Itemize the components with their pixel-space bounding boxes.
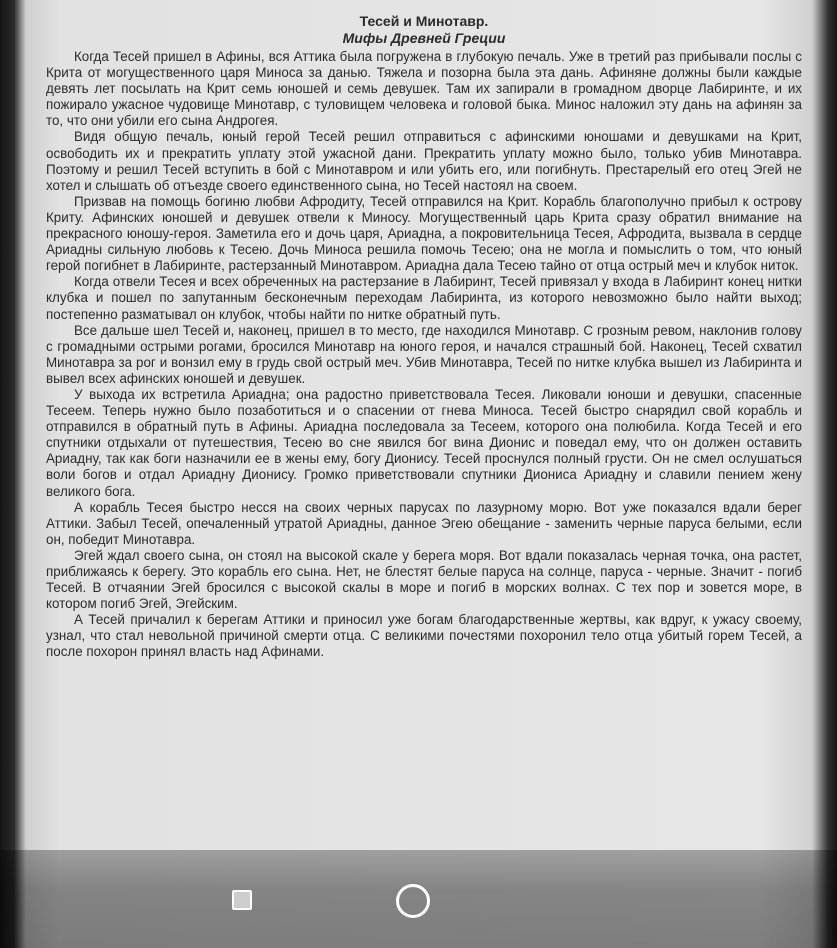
paragraph-9: А Тесей причалил к берегам Аттики и приносил уже богам благодарственные жертвы, как вдруг, к ужасу своему, узнал, что стал невольной причиной смерти отца. С великими почестями похоронил тело отца убитый горем Тесей, а после похорон принял власть над Афинами.: [46, 612, 802, 660]
paragraph-1: Когда Тесей пришел в Афины, вся Аттика была погружена в глубокую печаль. Уже в третий раз прибывали послы с Крита от могущественного царя Миноса за данью. Тяжела и позорна была эта дань. Афиняне должны были каждые девять лет посылать на Крит семь юношей и семь девушек. Там их запирали в громадном дворце Лабиринте, и их пожирало ужасное чудовище Минотавр, с туловищем человека и головой быка. Минос наложил эту дань на афинян за то, что они убили его сына Андрогея.: [46, 49, 802, 129]
document-page: [14, 0, 820, 948]
paragraph-5: Все дальше шел Тесей и, наконец, пришел в то место, где находился Минотавр. С грозным ревом, наклонив голову с громадными острыми рогами, бросился Минотавр на юного героя, и начался страшный бой. Наконец, Тесей схватил Минотавра за рог и вонзил ему в грудь свой острый меч. Убив Минотавра, Тесей по нитке клубка вышел из Лабиринта и вывел всех афинских юношей и девушек.: [46, 322, 802, 386]
circle-home-icon[interactable]: [396, 884, 430, 918]
paragraph-3: Призвав на помощь богиню любви Афродиту, Тесей отправился на Крит. Корабль благополучно прибыл к острову Криту. Афинских юношей и девушек отвели к Миносу. Могущественный царь Крита сразу обратил внимание на прекрасного юношу-героя. Заметила его и дочь царя, Ариадна, а покровительница Тесея, Афродита, вызвала в сердце Ариадны сильную любовь к Тесею. Дочь Миноса решила помочь Тесею; она не могла и помыслить о том, что юный герой погибнет в Лабиринте, растерзанный Минотавром. Ариадна дала Тесею тайно от отца острый меч и клубок ниток.: [46, 193, 802, 274]
square-recents-icon[interactable]: [232, 890, 252, 910]
paragraph-2: Видя общую печаль, юный герой Тесей решил отправиться с афинскими юношами и девушками на Крит, освободить их и прекратить уплату этой ужасной дани. Прекратить уплату можно было, только убив Минотавра. Поэтому и решил Тесей вступить в бой с Минотавром и или убить его, или погибнуть. Престарелый его отец Эгей не хотел и слышать об отъезде своего единственного сына, но Тесей настоял на своем.: [46, 129, 802, 193]
document-subtitle: Мифы Древней Греции: [342, 30, 506, 46]
document-title: Тесей и Минотавр.: [359, 13, 489, 29]
paragraph-4: Когда отвели Тесея и всех обреченных на растерзание в Лабиринт, Тесей привязал у входа в Лабиринт конец нитки клубка и пошел по запутанным бесконечным переходам Лабиринта, из которого невозможно было найти выход; постепенно разматывал он клубок, чтобы найти по нитке обратный путь.: [46, 274, 802, 322]
paragraph-8: Эгей ждал своего сына, он стоял на высокой скале у берега моря. Вот вдали показалась черная точка, она растет, приближаясь к берегу. Это корабль его сына. Нет, не блестят белые паруса на солнце, паруса - черные. Значит - погиб Тесей. В отчаянии Эгей бросился с высокой скалы в море и погиб в морских волнах. С тех пор и зовется море, в котором погиб Эгей, Эгейским.: [46, 547, 802, 612]
paragraph-7: А корабль Тесея быстро несся на своих черных парусах по лазурному морю. Вот уже показался вдали берег Аттики. Забыл Тесей, опечаленный утратой Ариадны, данное Эгею обещание - заменить черные паруса белыми, если он, победит Минотавра.: [46, 499, 802, 547]
paragraph-6: У выхода их встретила Ариадна; она радостно приветствовала Тесея. Ликовали юноши и девушки, спасенные Тесеем. Теперь нужно было позаботиться и о спасении от гнева Миноса. Тесей быстро снарядил свой корабль и отправился в обратный путь в Афины. Ариадна последовала за Тесеем, которого она полюбила. Когда Тесей и его спутники отдыхали от путешествия, Тесею во сне явился бог вина Дионис и поведал ему, что он должен оставить Ариадну, так как боги назначили ее в жены ему, богу Дионису. Тесей проснулся полный грусти. Он не смел ослушаться воли богов и отдал Ариадну Дионису. Громко приветствовали спутники Диониса Ариадну и славили пением жену великого бога.: [46, 386, 802, 499]
